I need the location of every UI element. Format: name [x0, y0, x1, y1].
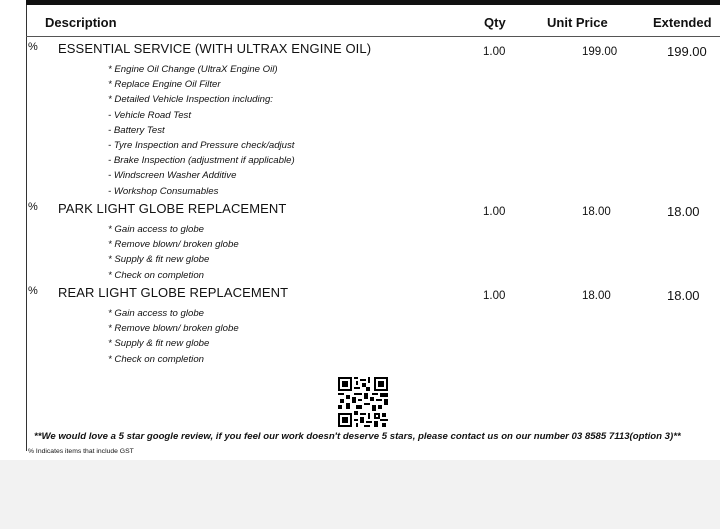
detail-line: * Gain access to globe: [108, 224, 204, 235]
detail-line: - Brake Inspection (adjustment if applicable): [108, 155, 295, 167]
detail-line: * Remove blown/ broken globe: [108, 239, 239, 251]
item-details: [108, 306, 239, 367]
detail-line: - Windscreen Washer Additive: [108, 170, 237, 182]
item-unit-price: 18.00: [582, 290, 611, 302]
item-title: REAR LIGHT GLOBE REPLACEMENT: [58, 285, 289, 300]
header-unit-price: Unit Price: [547, 15, 608, 30]
detail-line: - Battery Test: [108, 124, 165, 136]
detail-line: * Gain access to globe: [108, 308, 204, 319]
header-extended: Extended: [653, 15, 712, 30]
detail-line: * Supply & fit new globe: [108, 254, 210, 266]
detail-line: * Detailed Vehicle Inspection including:: [108, 94, 273, 106]
review-request-note: **We would love a 5 star google review, if you feel our work doesn't deserve 5 stars, please contact us on our number 03 8585 7113(option 3)**: [34, 431, 681, 442]
detail-line: * Replace Engine Oil Filter: [108, 79, 221, 91]
item-details: [108, 62, 295, 199]
detail-line: * Remove blown/ broken globe: [108, 323, 239, 335]
item-unit-price: 199.00: [582, 46, 618, 58]
qr-code-icon: [338, 377, 388, 427]
gst-marker: %: [28, 41, 38, 53]
table-left-border: [26, 5, 27, 451]
gst-legend: % Indicates items that include GST: [28, 448, 134, 455]
detail-line: - Workshop Consumables: [108, 185, 219, 197]
item-title: PARK LIGHT GLOBE REPLACEMENT: [58, 201, 287, 216]
detail-line: - Vehicle Road Test: [108, 109, 192, 121]
item-details: [108, 222, 239, 283]
gst-marker: %: [28, 285, 38, 297]
item-qty: 1.00: [483, 206, 506, 218]
item-qty: 1.00: [483, 290, 506, 302]
detail-line: * Engine Oil Change (UltraX Engine Oil): [108, 64, 278, 75]
item-title: ESSENTIAL SERVICE (WITH ULTRAX ENGINE OIL): [58, 41, 372, 56]
header-description: Description: [45, 15, 117, 30]
item-extended: 18.00: [667, 288, 700, 303]
top-border: [26, 0, 720, 5]
detail-line: * Supply & fit new globe: [108, 338, 210, 350]
detail-line: * Check on completion: [108, 269, 204, 281]
item-unit-price: 18.00: [582, 206, 611, 218]
table-header: [26, 10, 720, 37]
item-extended: 18.00: [667, 204, 700, 219]
header-qty: Qty: [484, 15, 506, 30]
detail-line: * Check on completion: [108, 353, 204, 365]
detail-line: - Tyre Inspection and Pressure check/adjust: [108, 139, 295, 151]
gst-marker: %: [28, 201, 38, 213]
item-extended: 199.00: [667, 44, 707, 59]
item-qty: 1.00: [483, 46, 506, 58]
